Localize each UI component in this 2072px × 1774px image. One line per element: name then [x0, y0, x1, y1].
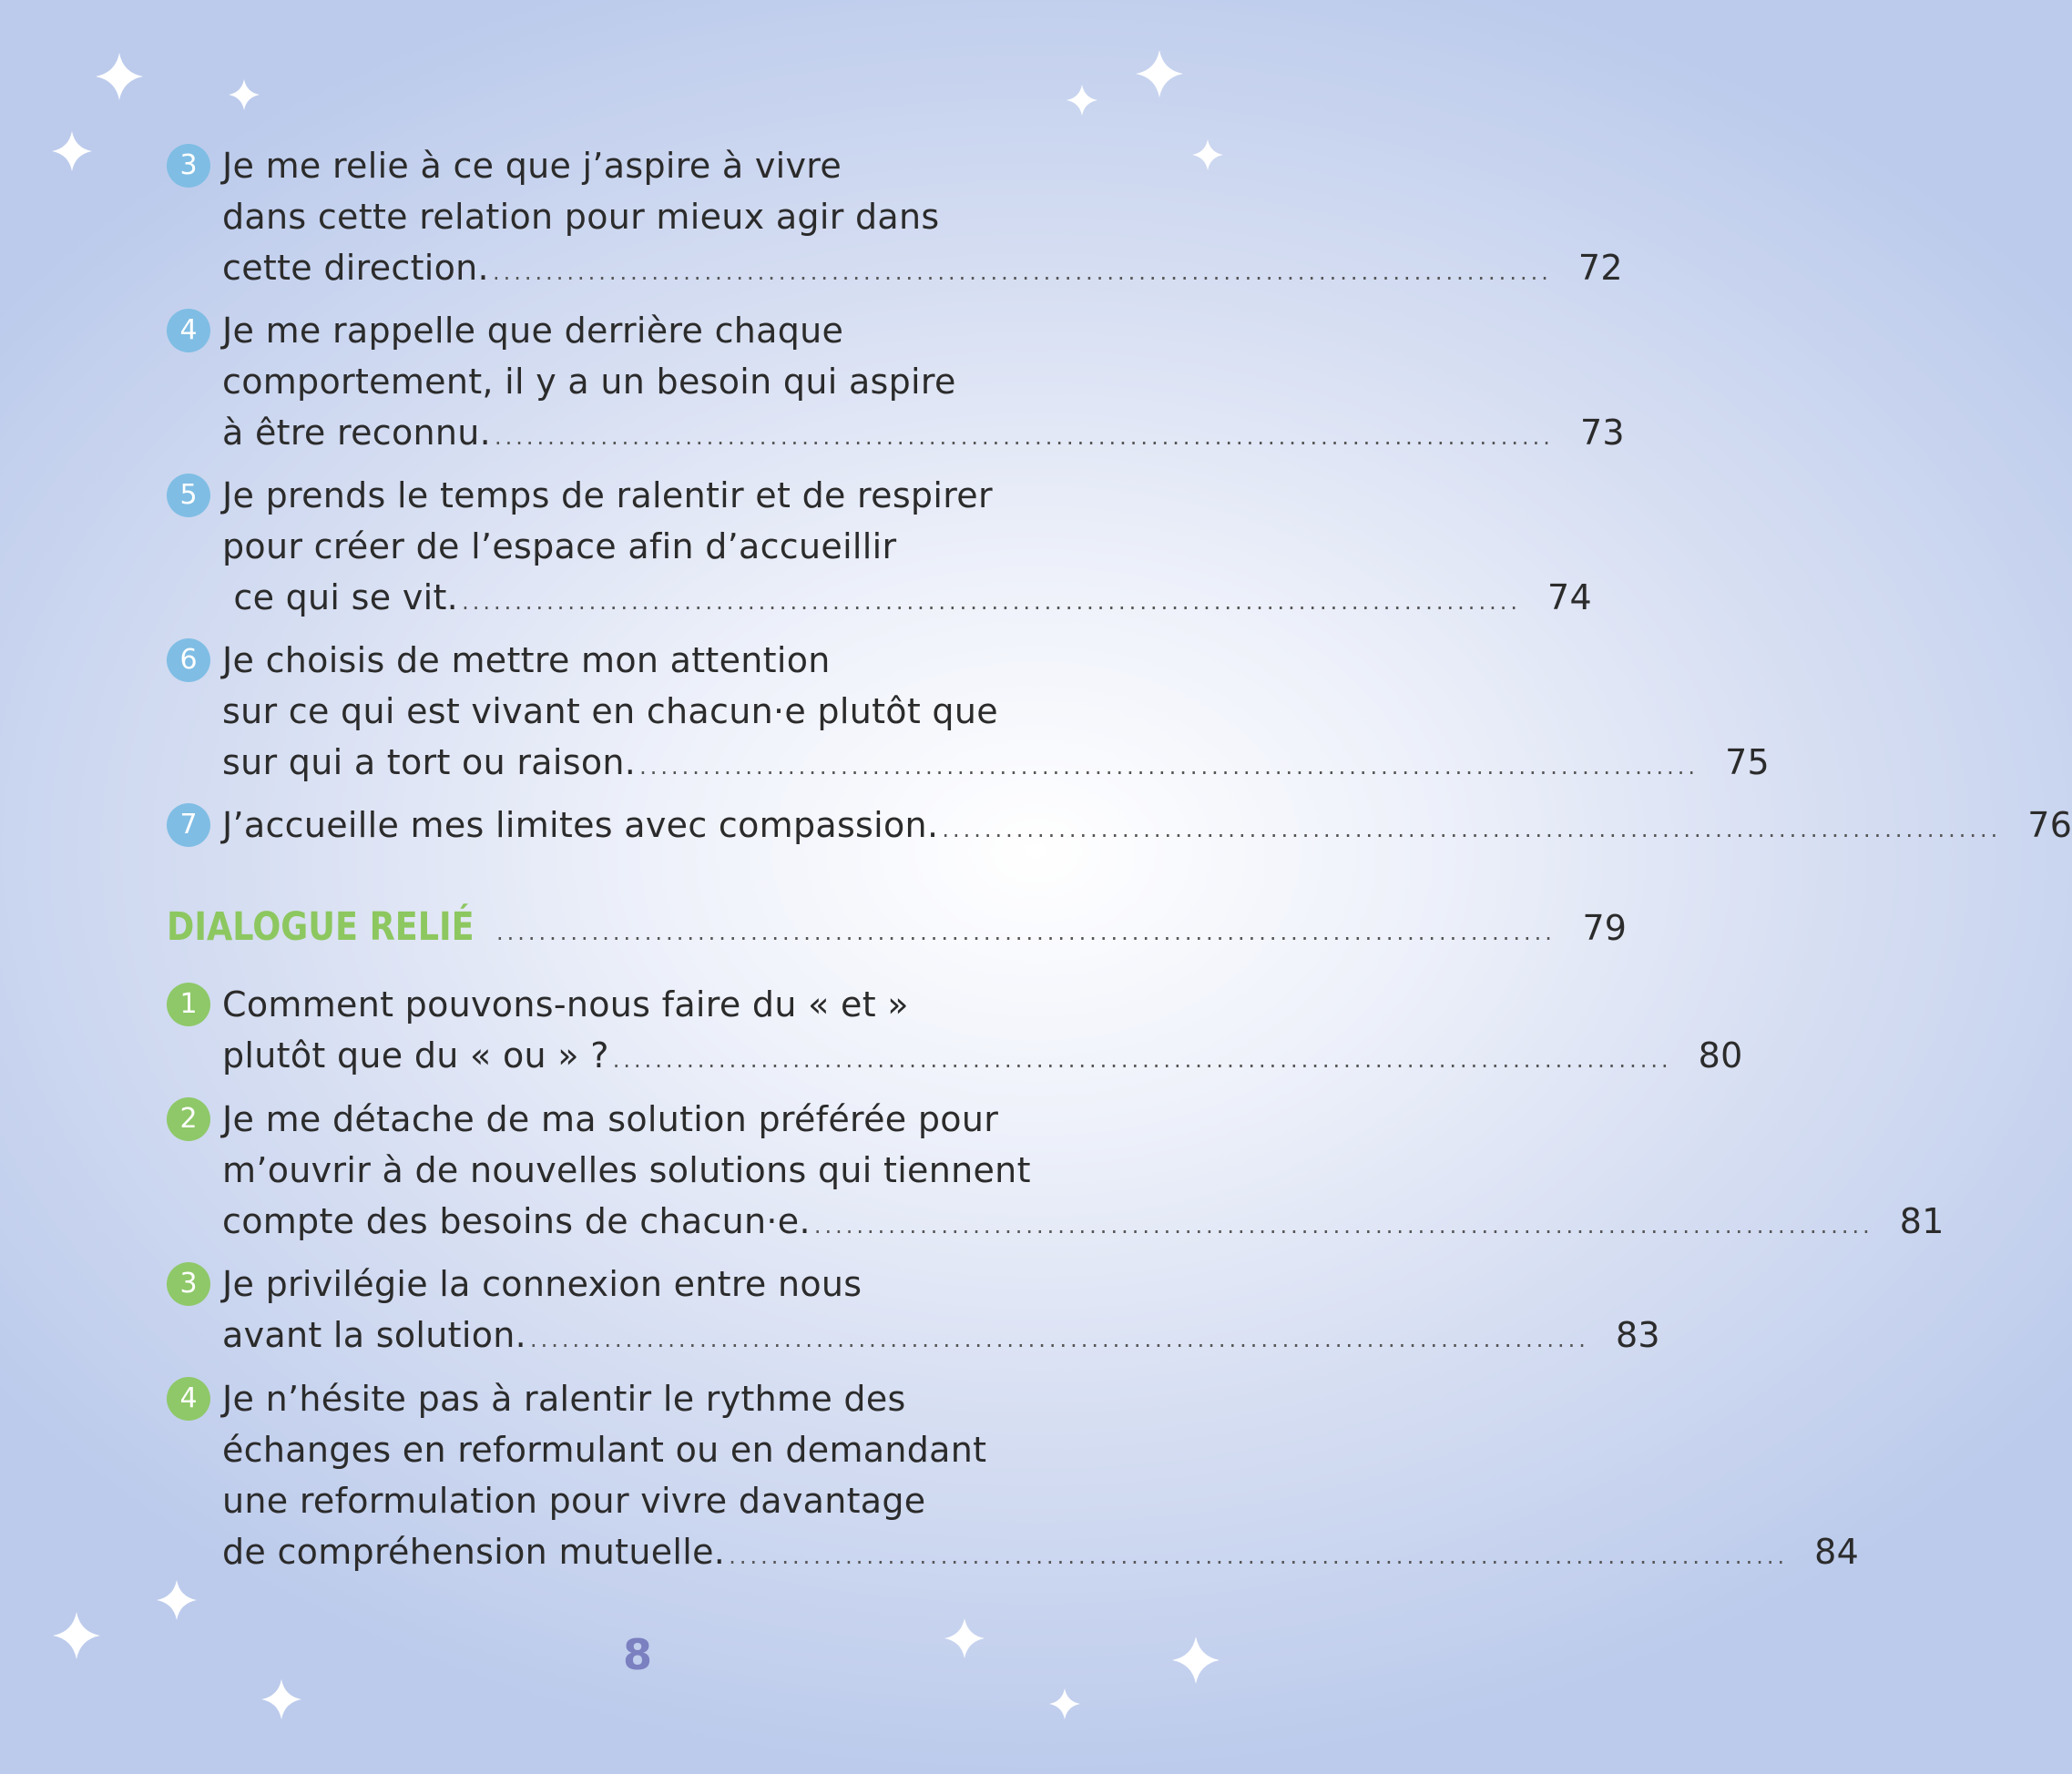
entry-page-number: 83 [1615, 1315, 1660, 1355]
section-heading[interactable] [167, 900, 1627, 954]
entry-page-number: 72 [1577, 248, 1623, 288]
entry-text-line: Je n’hésite pas à ralentir le rythme des [222, 1379, 906, 1419]
entry-last-line [222, 242, 1623, 293]
entry-number-badge: 5 [167, 474, 210, 517]
entry-number-badge: 2 [167, 1097, 210, 1141]
entry-number-badge: 4 [167, 1377, 210, 1421]
entry-last-line [222, 800, 2072, 851]
page-number: 8 [622, 1630, 652, 1679]
entry-number-badge: 3 [167, 1262, 210, 1306]
sparkle-icon [1049, 1688, 1080, 1719]
entry-text-line: Je me détache de ma solution préférée pour [222, 1099, 999, 1139]
sparkle-icon [96, 53, 143, 100]
entry-text-line: pour créer de l’espace afin d’accueillir [222, 526, 897, 566]
entry-last-line [222, 1526, 1860, 1577]
dot-leader: .................................................................................................... [942, 817, 2002, 842]
entry-last-line [222, 737, 1771, 788]
entry-text-line: compte des besoins de chacun·e. [222, 1201, 811, 1241]
entry-text-line: dans cette relation pour mieux agir dans [222, 197, 940, 237]
entry-text-line: Je choisis de mettre mon attention [222, 640, 831, 680]
dot-leader: .................................................................................................... [462, 589, 1521, 615]
entry-last-line [222, 1196, 1944, 1247]
entry-number-badge: 1 [167, 983, 210, 1026]
entry-text-line: avant la solution. [222, 1315, 527, 1355]
entry-page-number: 81 [1899, 1201, 1944, 1241]
entry-page-number: 76 [2027, 805, 2072, 845]
entry-last-line [222, 572, 1592, 623]
dot-leader: .................................................................................................... [639, 754, 1699, 780]
entry-number-badge: 4 [167, 309, 210, 352]
entry-text-line: Je privilégie la connexion entre nous [222, 1264, 862, 1304]
sparkle-icon [157, 1580, 197, 1620]
entry-text-line: Je me rappelle que derrière chaque [222, 311, 844, 351]
entry-text-line: Je prends le temps de ralentir et de respirer [222, 475, 993, 515]
entry-text-line: échanges en reformulant ou en demandant [222, 1430, 987, 1470]
sparkle-icon [1136, 50, 1183, 97]
entry-last-line [222, 1310, 1660, 1361]
entry-text-line: Comment pouvons-nous faire du « et » [222, 984, 909, 1025]
sparkle-icon [1192, 139, 1223, 170]
entry-page-number: 84 [1814, 1532, 1860, 1572]
entry-text-line: à être reconnu. [222, 413, 492, 453]
entry-text-line: sur qui a tort ou raison. [222, 742, 637, 782]
dot-leader: .................................................................................................... [496, 920, 1556, 945]
entry-page-number: 75 [1725, 742, 1771, 782]
sparkle-icon [1067, 85, 1097, 116]
sparkle-icon [229, 79, 260, 110]
dot-leader: .................................................................................................... [530, 1327, 1589, 1352]
dot-leader: .................................................................................................... [492, 260, 1552, 285]
dot-leader: .................................................................................................... [495, 424, 1554, 450]
entry-text-line: ce qui se vit. [222, 577, 459, 617]
entry-page-number: 80 [1698, 1035, 1743, 1076]
dot-leader: .................................................................................................... [612, 1047, 1672, 1073]
sparkle-icon [261, 1679, 301, 1719]
section-title: DIALOGUE RELIÉ [167, 904, 475, 950]
entry-text-line: Je me relie à ce que j’aspire à vivre [222, 146, 842, 186]
sparkle-icon [52, 131, 92, 171]
dot-leader: .................................................................................................... [813, 1213, 1873, 1239]
section-page-number: 79 [1582, 908, 1627, 948]
entry-text-line: sur ce qui est vivant en chacun·e plutôt que [222, 691, 998, 731]
entry-text-line: m’ouvrir à de nouvelles solutions qui tiennent [222, 1150, 1031, 1190]
entry-text-line: comportement, il y a un besoin qui aspire [222, 362, 956, 402]
entry-text-line: de compréhension mutuelle. [222, 1532, 726, 1572]
dot-leader: .................................................................................................... [729, 1544, 1789, 1569]
entry-text-line: une reformulation pour vivre davantage [222, 1481, 926, 1521]
entry-page-number: 73 [1579, 413, 1625, 453]
entry-text-line: J’accueille mes limites avec compassion. [222, 805, 939, 845]
entry-number-badge: 6 [167, 638, 210, 682]
entry-text-line: plutôt que du « ou » ? [222, 1035, 609, 1076]
entry-number-badge: 3 [167, 144, 210, 188]
entry-number-badge: 7 [167, 803, 210, 847]
entry-text-line: cette direction. [222, 248, 489, 288]
entry-page-number: 74 [1546, 577, 1592, 617]
entry-last-line [222, 1030, 1743, 1081]
entry-last-line [222, 407, 1625, 458]
